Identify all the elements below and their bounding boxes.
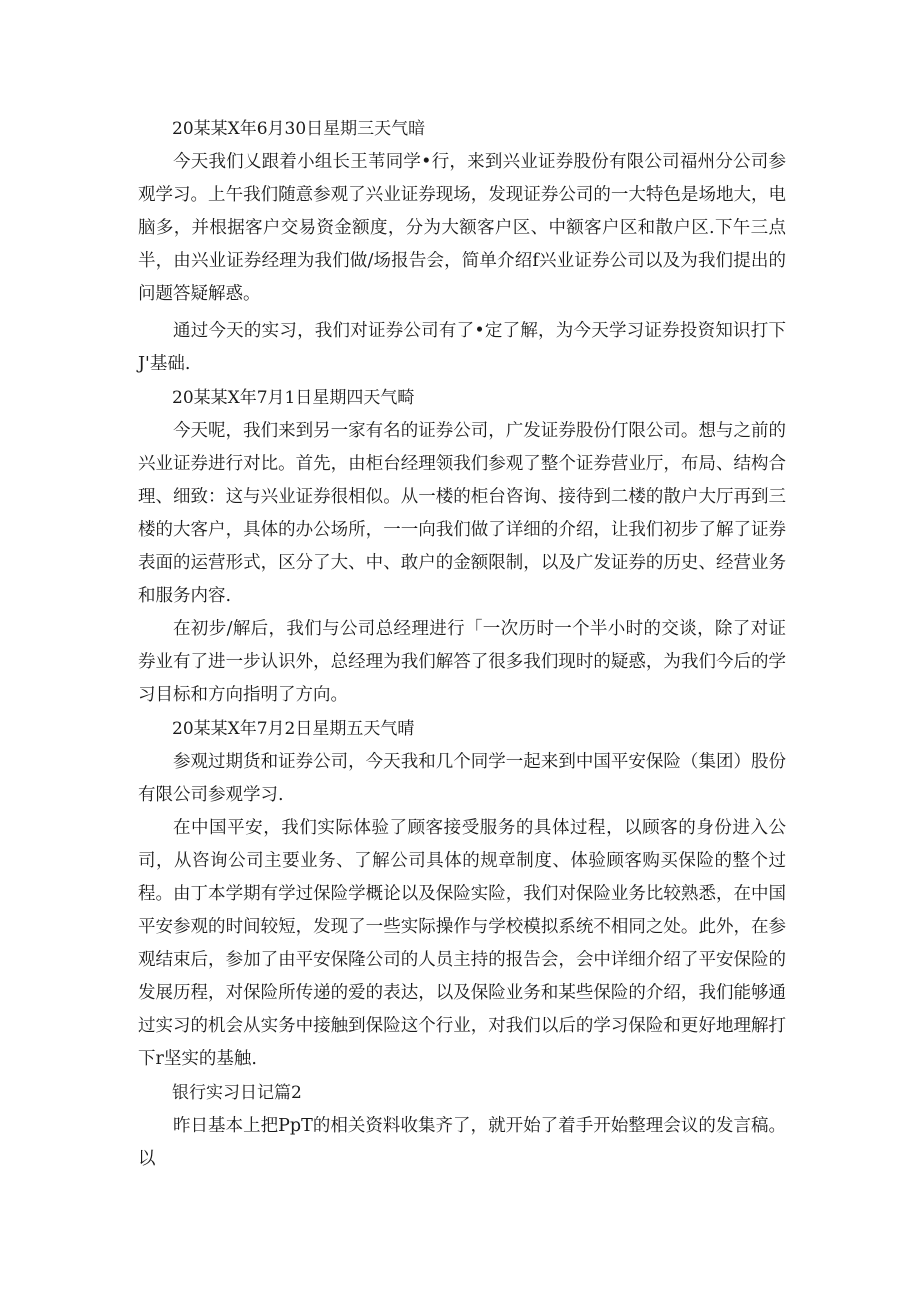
body-paragraph: 在中国平安，我们实际体验了顾客接受服务的具体过程，以顾客的身份进入公司，从咨询公司主要业务、了解公司具体的规章制度、体验顾客购买保险的整个过程。由丁本学期有学过保险学概论以及保险实险，我们对保险业务比较熟悉，在中国平安参观的时间较短，发现了一些实际操作与学校模拟系统不相同之处。此外，在参观结束后，参加了由平安保隆公司的人员主持的报告会，会中详细介绍了平安保险的发展历程，对保险所传递的爱的表达，以及保险业务和某些保险的介绍，我们能够通过实习的机会从实务中接触到保险这个行业，对我们以后的学习保险和更好地理解打下r坚实的基触.: [138, 818, 786, 1069]
section-heading: 银行实习日记篇2: [172, 1083, 302, 1103]
body-paragraph: 昨日基本上把PpT的相关资料收集齐了，就开始了着手开始整理会议的发言稿。以: [138, 1116, 786, 1169]
body-paragraph: 通过今天的实习，我们对证券公司有了•定了解，为今天学习证券投资知识打下J'基础.: [138, 321, 786, 374]
diary-entry-heading: 20某某X年7月2日星期五天气晴: [172, 719, 415, 739]
body-paragraph: 参观过期货和证券公司，今天我和几个同学一起来到中国平安保险（集团）股份有限公司参观学习.: [138, 752, 786, 805]
diary-entry-heading: 20某某X年6月30日星期三天气暗: [172, 119, 426, 139]
diary-entry-heading: 20某某X年7月1日星期四天气畸: [172, 388, 415, 408]
body-paragraph: 在初步/解后，我们与公司总经理进行「一次历时一个半小时的交谈，除了对证券业有了进一步认识外，总经理为我们解答了很多我们现时的疑惑，为我们今后的学习目标和方向指明了方向。: [138, 619, 786, 705]
body-paragraph: 今天呢，我们来到另一家有名的证券公司，广发证券股份仃限公司。想与之前的兴业证券进行对比。首先，由柜台经理领我们参观了整个证券营业厅，布局、结构合理、细致：这与兴业证券很相似。从一楼的柜台咨询、接待到二楼的散户大厅再到三楼的大客户，具体的办公场所，一一向我们做了详细的介绍，让我们初步了解了证券表面的运营形式，区分了大、中、敢户的金额限制，以及广发证券的历史、经营业务和服务内容.: [138, 421, 786, 606]
document-page: [138, 112, 786, 1176]
body-paragraph: 今天我们乂跟着小组长王苇同学•行，来到兴业证券股份有限公司福州分公司参观学习。上午我们随意参观了兴业证券现场，发现证券公司的一大特色是场地大，电脑多，并根据客户交易资金额度，分为大额客户区、中额客户区和散户区.下午三点半，由兴业证券经理为我们做/场报告会，简单介绍f兴业证券公司以及为我们提出的问题答疑解惑。: [138, 152, 786, 304]
